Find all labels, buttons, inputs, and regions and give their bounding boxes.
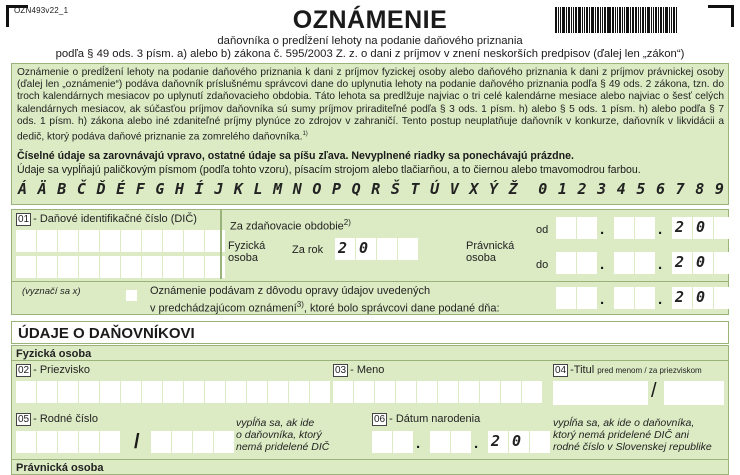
birthno-box[interactable] bbox=[58, 431, 78, 453]
date-box[interactable] bbox=[556, 217, 576, 239]
date-box[interactable] bbox=[614, 217, 634, 239]
date-box[interactable] bbox=[693, 252, 713, 274]
dic-field-2[interactable] bbox=[16, 256, 216, 279]
sample-char: 6 bbox=[656, 180, 666, 198]
char-box[interactable] bbox=[522, 381, 542, 403]
date-box[interactable] bbox=[556, 287, 576, 309]
divider bbox=[11, 281, 729, 282]
fo-heading: Fyzická osoba bbox=[16, 348, 92, 360]
sample-char: Ď bbox=[96, 180, 106, 198]
birthno-note: vypĺňa sa, ak ide o daňovníka, ktorý nemá pridelené DIČ bbox=[236, 417, 330, 453]
char-box[interactable] bbox=[184, 230, 204, 252]
char-box[interactable] bbox=[58, 381, 78, 403]
sample-char: Ý bbox=[489, 180, 499, 198]
sample-char: Ž bbox=[508, 180, 518, 198]
date-box[interactable] bbox=[614, 287, 634, 309]
zarok-label: Za rok bbox=[292, 244, 324, 256]
char-box[interactable] bbox=[142, 256, 162, 278]
sample-char: N bbox=[292, 180, 302, 198]
title-before-field[interactable] bbox=[553, 381, 648, 405]
correction-label: Oznámenie podávam z dôvodu opravy údajov uvedených v predchádzajúcom oznámení$^{3)}$, ktoré bolo správcovi dane podané dňa: bbox=[150, 285, 500, 315]
surname-label: 02 - Priezvisko bbox=[18, 364, 90, 376]
sample-char: H bbox=[175, 180, 185, 198]
birthno-slash: / bbox=[134, 431, 140, 453]
sample-char: T bbox=[410, 180, 420, 198]
sample-char: É bbox=[116, 180, 126, 198]
year-prefix-digit: 0 bbox=[696, 288, 706, 306]
date-separator: . bbox=[474, 435, 479, 452]
char-box[interactable] bbox=[16, 256, 36, 278]
dic-field[interactable] bbox=[16, 230, 216, 253]
char-box[interactable] bbox=[163, 256, 183, 278]
date-box[interactable] bbox=[614, 252, 634, 274]
surname-field[interactable] bbox=[16, 381, 328, 405]
char-box[interactable] bbox=[417, 381, 437, 403]
date-box[interactable] bbox=[372, 431, 392, 453]
od-label: od bbox=[536, 224, 549, 236]
birthno-field[interactable] bbox=[16, 431, 232, 455]
char-box[interactable] bbox=[100, 230, 120, 252]
sample-char: 8 bbox=[695, 180, 705, 198]
birthno-box[interactable] bbox=[214, 431, 234, 453]
date-box[interactable] bbox=[714, 287, 734, 309]
char-box[interactable] bbox=[79, 256, 99, 278]
title-label: 04 -Titul pred menom / za priezviskom bbox=[555, 364, 702, 376]
dob-field[interactable] bbox=[372, 431, 542, 455]
sample-char: 5 bbox=[636, 180, 646, 198]
char-box[interactable] bbox=[58, 230, 78, 252]
char-box[interactable] bbox=[100, 256, 120, 278]
year-box-3[interactable] bbox=[377, 238, 397, 260]
date-box[interactable] bbox=[635, 287, 655, 309]
sample-char: Á bbox=[18, 180, 28, 198]
sample-char: O bbox=[312, 180, 322, 198]
char-box[interactable] bbox=[142, 230, 162, 252]
char-box[interactable] bbox=[354, 381, 374, 403]
sample-char: R bbox=[371, 180, 381, 198]
date-box[interactable] bbox=[672, 287, 692, 309]
sample-char: F bbox=[135, 180, 145, 198]
mark-note: (vyznačí sa x) bbox=[22, 286, 81, 297]
birthno-box[interactable] bbox=[100, 431, 120, 453]
char-box[interactable] bbox=[121, 256, 141, 278]
date-box[interactable] bbox=[430, 431, 450, 453]
year-prefix-digit: 0 bbox=[512, 432, 522, 450]
char-box[interactable] bbox=[37, 230, 57, 252]
date-box[interactable] bbox=[577, 252, 597, 274]
char-box[interactable] bbox=[375, 381, 395, 403]
year-prefix-digit: 0 bbox=[696, 218, 706, 236]
year-box-1[interactable]: 2 bbox=[335, 238, 355, 260]
char-box[interactable] bbox=[79, 381, 99, 403]
char-box[interactable] bbox=[184, 256, 204, 278]
title-after-field[interactable] bbox=[664, 381, 724, 405]
period-label: Za zdaňovacie obdobie$^{2)}$ bbox=[230, 218, 351, 233]
fo-label: Fyzická osoba bbox=[228, 240, 266, 264]
char-box[interactable] bbox=[184, 381, 204, 403]
sample-char: Ú bbox=[430, 180, 440, 198]
sample-char: Č bbox=[76, 180, 86, 198]
char-box[interactable] bbox=[459, 381, 479, 403]
birthno-box[interactable] bbox=[79, 431, 99, 453]
year-prefix-digit: 2 bbox=[675, 288, 685, 306]
char-box[interactable] bbox=[16, 381, 36, 403]
name-label: 03 - Meno bbox=[335, 364, 385, 376]
birthno-box[interactable] bbox=[172, 431, 192, 453]
char-box[interactable] bbox=[247, 381, 267, 403]
sample-char: L bbox=[253, 180, 263, 198]
date-box[interactable] bbox=[577, 287, 597, 309]
sample-char: P bbox=[332, 180, 342, 198]
date-separator: . bbox=[600, 291, 605, 308]
correction-date-field[interactable] bbox=[556, 287, 726, 311]
year-box-4[interactable] bbox=[398, 238, 418, 260]
correction-checkbox[interactable] bbox=[126, 290, 137, 301]
sample-char: Q bbox=[351, 180, 361, 198]
sample-char: K bbox=[233, 180, 243, 198]
sample-letters bbox=[18, 180, 724, 198]
date-separator: . bbox=[658, 221, 663, 238]
sample-char: 3 bbox=[597, 180, 607, 198]
sample-char: Š bbox=[390, 180, 400, 198]
char-box[interactable] bbox=[37, 381, 57, 403]
sample-char: 1 bbox=[557, 180, 567, 198]
date-box[interactable] bbox=[577, 217, 597, 239]
sample-char: V bbox=[449, 180, 459, 198]
char-box[interactable] bbox=[205, 256, 225, 278]
birthno-box[interactable] bbox=[37, 431, 57, 453]
form-title: OZNÁMENIE bbox=[292, 6, 448, 34]
form-code: OZN493v22_1 bbox=[14, 6, 69, 15]
sample-char: G bbox=[155, 180, 165, 198]
year-prefix-digit: 2 bbox=[675, 218, 685, 236]
date-box[interactable] bbox=[672, 217, 692, 239]
sample-char: J bbox=[214, 180, 224, 198]
char-box[interactable] bbox=[79, 230, 99, 252]
char-box[interactable] bbox=[205, 230, 225, 252]
char-box[interactable] bbox=[268, 381, 288, 403]
date-box[interactable] bbox=[556, 252, 576, 274]
date-box[interactable] bbox=[530, 431, 550, 453]
po-heading: Právnická osoba bbox=[16, 462, 104, 474]
sample-char: 7 bbox=[675, 180, 685, 198]
char-box[interactable] bbox=[163, 230, 183, 252]
char-box[interactable] bbox=[438, 381, 458, 403]
sample-char: Í bbox=[194, 180, 204, 198]
sample-char: 9 bbox=[714, 180, 724, 198]
subtitle-2: podľa § 49 ods. 3 písm. a) alebo b) zákona č. 595/2003 Z. z. o dani z príjmov v znení neskorších predpisov (ďalej len „zákon“) bbox=[55, 48, 685, 60]
sample-char: M bbox=[273, 180, 283, 198]
divider bbox=[11, 459, 729, 460]
char-box[interactable] bbox=[58, 256, 78, 278]
char-box[interactable] bbox=[226, 381, 246, 403]
po-label: Právnická osoba bbox=[466, 240, 515, 264]
birthno-box[interactable] bbox=[193, 431, 213, 453]
char-box[interactable] bbox=[310, 381, 330, 403]
subtitle-1: daňovníka o predĺžení lehoty na podanie daňového priznania bbox=[217, 35, 523, 47]
year-prefix-digit: 2 bbox=[491, 432, 501, 450]
sample-char: 4 bbox=[616, 180, 626, 198]
date-box[interactable] bbox=[393, 431, 413, 453]
dic-label: 01 - Daňové identifikačné číslo (DIČ) bbox=[18, 213, 197, 225]
divider bbox=[11, 360, 729, 361]
year-prefix-digit: 0 bbox=[696, 253, 706, 271]
divider bbox=[220, 209, 222, 279]
year-prefix-digit: 2 bbox=[675, 253, 685, 271]
date-box[interactable] bbox=[451, 431, 471, 453]
date-separator: . bbox=[416, 435, 421, 452]
date-separator: . bbox=[658, 256, 663, 273]
char-box[interactable] bbox=[142, 381, 162, 403]
alignment-rule: Číselné údaje sa zarovnávajú vpravo, ostatné údaje sa píšu zľava. Nevyplnené riadky sa ponechávajú prázdne. bbox=[17, 150, 574, 162]
year-box-2[interactable]: 0 bbox=[356, 238, 376, 260]
char-box[interactable] bbox=[205, 381, 225, 403]
char-box[interactable] bbox=[121, 381, 141, 403]
char-box[interactable] bbox=[37, 256, 57, 278]
char-box[interactable] bbox=[100, 381, 120, 403]
title-slash: / bbox=[651, 380, 657, 402]
dob-note: vypĺňa sa, ak ide o daňovníka, ktorý nemá pridelené DIČ ani rodné číslo v Slovenskej republike bbox=[553, 417, 712, 453]
char-box[interactable] bbox=[163, 381, 183, 403]
date-box[interactable] bbox=[672, 252, 692, 274]
date-box[interactable] bbox=[509, 431, 529, 453]
date-box[interactable] bbox=[714, 217, 734, 239]
date-od-field[interactable] bbox=[556, 217, 726, 241]
name-field[interactable] bbox=[333, 381, 549, 405]
birthno-box[interactable] bbox=[151, 431, 171, 453]
date-box[interactable] bbox=[488, 431, 508, 453]
date-box[interactable] bbox=[693, 217, 713, 239]
sample-char: X bbox=[469, 180, 479, 198]
char-box[interactable] bbox=[501, 381, 521, 403]
sample-char: B bbox=[57, 180, 67, 198]
writing-rule: Údaje sa vypĺňajú paličkovým písmom (podľa tohto vzoru), písacím strojom alebo tlačiarňou, a to čiernou alebo tmavomodrou farbou. bbox=[17, 164, 641, 176]
date-do-field[interactable] bbox=[556, 252, 726, 276]
date-box[interactable] bbox=[714, 252, 734, 274]
date-separator: . bbox=[600, 256, 605, 273]
char-box[interactable] bbox=[16, 230, 36, 252]
char-box[interactable] bbox=[333, 381, 353, 403]
instructions-text: Oznámenie o predĺžení lehoty na podanie daňového priznania k dani z príjmov fyzickej osoby alebo daňového priznania k dani z príjmov právnickej osoby (ďalej len „oznámenie“) podáva daňovník príslušnému správcovi dane do uplynutia lehoty na podanie daňového priznania podľa § 49 ods. 2 zákona, tzn. do troch kalendárnych mesiacov po uplynutí zdaňovacieho obdobia. Táto lehota sa predlžuje najviac o tri celé kalendárne mesiace alebo najviac o šesť celých kalendárnych mesiacov, ak súčasťou príjmov daňovníka sú sumy príjmov priraditeľné podľa § 3 ods. 1 písm. h) alebo § 5 ods. 1 písm. h) alebo podľa § 7 ods. 1 písm. h) zákona alebo iné zdaniteľné príjmy plynúce zo zdrojov v zahraničí. Tento postup neuplatňuje daňovník v konkurze, daňovník v likvidácii a dedič, ktorý podáva daňové priznanie za zomrelého daňovníka.$^{1)}$ bbox=[17, 67, 724, 143]
date-separator: . bbox=[658, 291, 663, 308]
sample-char: 0 bbox=[538, 180, 548, 198]
date-box[interactable] bbox=[693, 287, 713, 309]
dob-label: 06 - Dátum narodenia bbox=[374, 413, 481, 425]
date-box[interactable] bbox=[635, 217, 655, 239]
sample-char: Ä bbox=[37, 180, 47, 198]
birthno-box[interactable] bbox=[16, 431, 36, 453]
sample-char: 2 bbox=[577, 180, 587, 198]
char-box[interactable] bbox=[289, 381, 309, 403]
char-box[interactable] bbox=[396, 381, 416, 403]
char-box[interactable] bbox=[480, 381, 500, 403]
birthno-label: 05 - Rodné číslo bbox=[18, 413, 98, 425]
date-separator: . bbox=[600, 221, 605, 238]
char-box[interactable] bbox=[121, 230, 141, 252]
date-box[interactable] bbox=[635, 252, 655, 274]
do-label: do bbox=[536, 259, 549, 271]
section-title: ÚDAJE O DAŇOVNÍKOVI bbox=[11, 321, 729, 344]
